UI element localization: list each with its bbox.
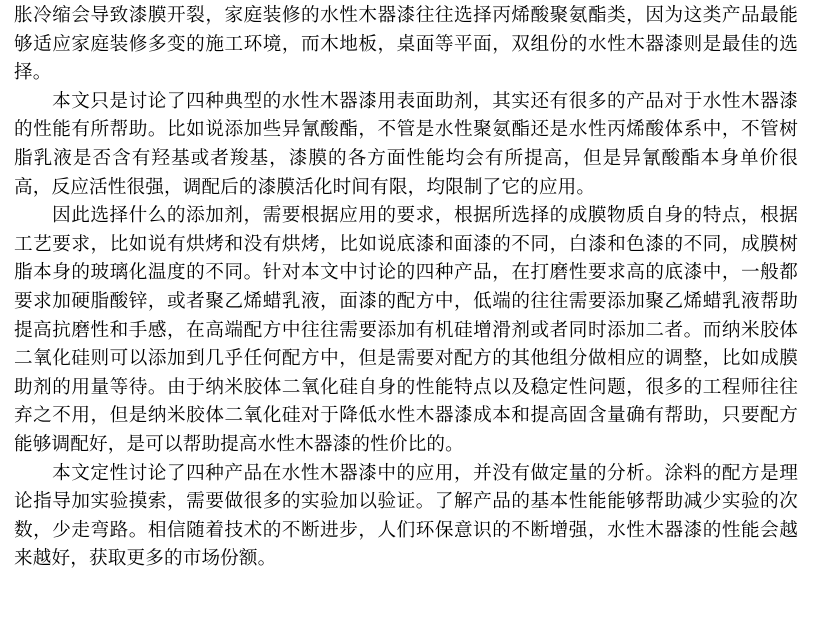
paragraph-conclusion: 本文定性讨论了四种产品在水性木器漆中的应用，并没有做定量的分析。涂料的配方是理论指导加实验摸索，需要做很多的实验加以验证。了解产品的基本性能能够帮助减少实验的次数，少走弯路。相信随着技术的不断进步，人们环保意识的不断增强，水性木器漆的性能会越来越好，获取更多的市场份额。 xyxy=(14,462,798,570)
paragraph-continuation: 胀冷缩会导致漆膜开裂，家庭装修的水性木器漆往往选择丙烯酸聚氨酯类，因为这类产品最能够适应家庭装修多变的施工环境，而木地板，桌面等平面，双组份的水性木器漆则是最佳的选择。 xyxy=(14,5,798,84)
paragraph-surface-additives: 本文只是讨论了四种典型的水性木器漆用表面助剂，其实还有很多的产品对于水性木器漆的性能有所帮助。比如说添加些异氰酸酯，不管是水性聚氨酯还是水性丙烯酸体系中，不管树脂乳液是否含有羟基或者羧基，漆膜的各方面性能均会有所提高，但是异氰酸酯本身单价很高，反应活性很强，调配后的漆膜活化时间有限，均限制了它的应用。 xyxy=(14,90,798,198)
paragraph-additive-selection: 因此选择什么的添加剂，需要根据应用的要求，根据所选择的成膜物质自身的特点，根据工艺要求，比如说有烘烤和没有烘烤，比如说底漆和面漆的不同，白漆和色漆的不同，成膜树脂本身的玻璃化温度的不同。针对本文中讨论的四种产品，在打磨性要求高的底漆中，一般都要求加硬脂酸锌，或者聚乙烯蜡乳液，面漆的配方中，低端的往往需要添加聚乙烯蜡乳液帮助提高抗磨性和手感，在高端配方中往往需要添加有机硅增滑剂或者同时添加二者。而纳米胶体二氧化硅则可以添加到几乎任何配方中，但是需要对配方的其他组分做相应的调整，比如成膜助剂的用量等待。由于纳米胶体二氧化硅自身的性能特点以及稳定性问题，很多的工程师往往弃之不用，但是纳米胶体二氧化硅对于降低水性木器漆成本和提高固含量确有帮助，只要配方能够调配好，是可以帮助提高水性木器漆的性价比的。 xyxy=(14,205,798,455)
